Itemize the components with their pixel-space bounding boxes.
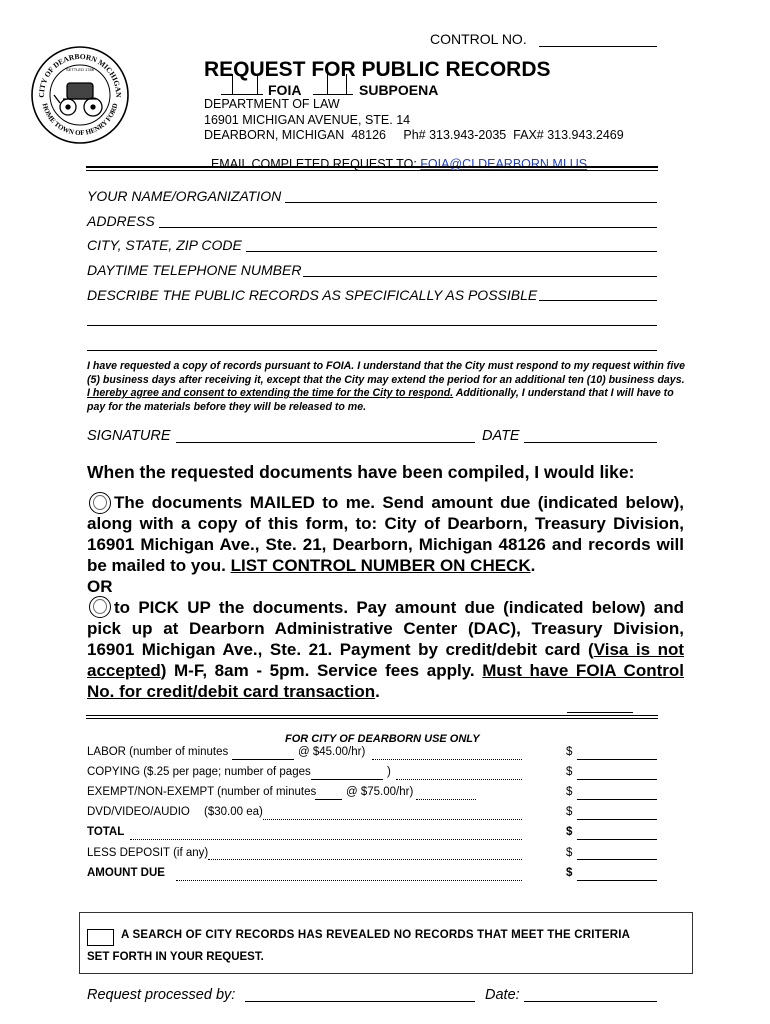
mail-option-text — [87, 492, 684, 576]
amount-due-dots — [176, 880, 522, 881]
pickup-option-body: to PICK UP the documents. Pay amount due (indicated below) and pick up at Dearborn Administrative Center (DAC), Treasury Division, 16901 Michigan Ave., Ste. 21. Payment by credit/debit card ( — [87, 598, 684, 659]
department-address-line1: 16901 MICHIGAN AVENUE, STE. 14 — [204, 113, 411, 127]
header-divider — [86, 166, 658, 171]
total-dollar: $ — [566, 826, 573, 838]
deposit-dollar: $ — [566, 847, 573, 859]
amount-due-input[interactable] — [577, 880, 657, 881]
dvd-rate: ($30.00 ea) — [204, 806, 263, 818]
notice-part1: I have requested a copy of records pursuant to FOIA. I understand that the City must respond to my request within five (5) business days after receiving it, except that the City may extend the period for an additional ten (10) business days. — [87, 360, 686, 386]
deposit-label: LESS DEPOSIT (if any) — [87, 847, 209, 859]
copying-close: ) — [387, 766, 391, 778]
department-address-line2: DEARBORN, MICHIGAN 48126 Ph# 313.943-2035 FAX# 313.943.2469 — [204, 128, 624, 142]
signature-date-input[interactable] — [524, 442, 657, 443]
foia-option-label: FOIA — [268, 82, 302, 98]
pickup-control-no-required: Must have FOIA Control No. for credit/debit card transaction — [87, 661, 684, 701]
exempt-minutes-input[interactable] — [315, 799, 342, 800]
labor-minutes-input[interactable] — [232, 759, 294, 760]
subpoena-checkbox[interactable] — [327, 74, 347, 95]
city-input[interactable] — [246, 251, 657, 252]
pickup-option-text — [87, 597, 684, 702]
notice-part3: Additionally, I understand that I will have to pay for the materials before they will be released to me. — [87, 387, 674, 413]
city-label: CITY, STATE, ZIP CODE — [87, 237, 242, 253]
processed-by-label: Request processed by: — [87, 987, 236, 1003]
exempt-rate: @ $75.00/hr) — [346, 786, 414, 798]
describe-input-2[interactable] — [87, 325, 657, 326]
fees-top-short-line — [567, 712, 633, 713]
describe-label: DESCRIBE THE PUBLIC RECORDS AS SPECIFICALLY AS POSSIBLE — [87, 287, 538, 303]
department-name: DEPARTMENT OF LAW — [204, 97, 340, 111]
mail-option-end: . — [530, 556, 536, 575]
notice-consent: I hereby agree and consent to extending the time for the City to respond. — [87, 387, 454, 399]
city-seal-logo — [30, 45, 130, 145]
no-records-line1: A SEARCH OF CITY RECORDS HAS REVEALED NO RECORDS THAT MEET THE CRITERIA — [121, 929, 631, 941]
copying-label: COPYING ($.25 per page; number of pages — [87, 766, 311, 778]
processed-date-input[interactable] — [524, 1001, 657, 1002]
address-label: ADDRESS — [87, 213, 155, 229]
mail-option-body: The documents MAILED to me. Send amount due (indicated below), along with a copy of this form, to: City of Dearborn, Treasury Division, 16901 Michigan Ave., Ste. 21, Dearborn, Michigan 48126 and records will be mailed to you. — [87, 493, 684, 575]
copying-amount-input[interactable] — [577, 779, 657, 780]
no-records-line2: SET FORTH IN YOUR REQUEST. — [87, 951, 264, 963]
seal-top-text: CITY OF DEARBORN MICHIGAN — [36, 51, 124, 98]
signature-date-label: DATE — [482, 428, 520, 444]
total-label: TOTAL — [87, 826, 125, 838]
processed-date-label: Date: — [485, 987, 520, 1003]
control-no-field[interactable] — [539, 46, 657, 47]
deposit-amount-input[interactable] — [577, 859, 657, 860]
pickup-option-mid: ) M-F, 8am - 5pm. Service fees apply. — [160, 661, 483, 680]
phone-input[interactable] — [303, 276, 657, 277]
copying-dots — [396, 779, 522, 780]
subpoena-checkbox-line — [313, 94, 353, 95]
name-label: YOUR NAME/ORGANIZATION — [87, 188, 282, 204]
amount-due-label: AMOUNT DUE — [87, 867, 165, 879]
processed-by-input[interactable] — [245, 1001, 475, 1002]
dvd-label: DVD/VIDEO/AUDIO — [87, 806, 190, 818]
labor-rate: @ $45.00/hr) — [298, 746, 366, 758]
no-records-box — [79, 912, 693, 974]
fees-divider — [86, 715, 658, 719]
no-records-checkbox[interactable] — [87, 929, 114, 946]
consent-notice — [87, 360, 687, 414]
copying-pages-input[interactable] — [311, 779, 383, 780]
deposit-dots — [208, 859, 522, 860]
foia-checkbox[interactable] — [232, 74, 258, 95]
control-no-label: CONTROL NO. — [430, 31, 527, 47]
seal-bottom-text: HOME TOWN OF HENRY FORD — [40, 102, 120, 138]
or-divider-text: OR — [87, 577, 113, 596]
describe-input-1[interactable] — [539, 300, 657, 301]
labor-dollar: $ — [566, 746, 573, 758]
foia-checkbox-line — [221, 94, 263, 95]
labor-amount-input[interactable] — [577, 759, 657, 760]
exempt-dots — [416, 799, 476, 800]
subpoena-option-label: SUBPOENA — [359, 82, 439, 98]
fees-heading: FOR CITY OF DEARBORN USE ONLY — [285, 733, 480, 745]
signature-input[interactable] — [176, 442, 475, 443]
copying-dollar: $ — [566, 766, 573, 778]
email-link[interactable]: FOIA@CI.DEARBORN.MI.US — [420, 157, 588, 171]
total-amount-input[interactable] — [577, 839, 657, 840]
dvd-dollar: $ — [566, 806, 573, 818]
exempt-label: EXEMPT/NON-EXEMPT (number of minutes — [87, 786, 317, 798]
email-label: EMAIL COMPLETED REQUEST TO: — [210, 157, 421, 171]
labor-label: LABOR (number of minutes — [87, 746, 229, 758]
exempt-amount-input[interactable] — [577, 799, 657, 800]
address-input[interactable] — [159, 227, 657, 228]
total-dots — [130, 839, 522, 840]
dvd-amount-input[interactable] — [577, 819, 657, 820]
pickup-option-end: . — [375, 682, 380, 701]
phone-label: DAYTIME TELEPHONE NUMBER — [87, 262, 302, 278]
name-input[interactable] — [285, 202, 657, 203]
delivery-heading: When the requested documents have been compiled, I would like: — [87, 462, 635, 482]
dvd-dots — [263, 819, 522, 820]
describe-input-3[interactable] — [87, 350, 657, 351]
signature-label: SIGNATURE — [87, 428, 171, 444]
pickup-no-visa: Visa is not accepted — [87, 640, 684, 680]
page-title: REQUEST FOR PUBLIC RECORDS — [204, 58, 551, 81]
carriage-icon — [54, 83, 102, 116]
mail-option-emphasis: LIST CONTROL NUMBER ON CHECK — [230, 556, 531, 575]
seal-settled-text: SETTLED 1786 — [65, 67, 95, 72]
exempt-dollar: $ — [566, 786, 573, 798]
labor-dots — [372, 759, 522, 760]
amount-due-dollar: $ — [566, 867, 573, 879]
